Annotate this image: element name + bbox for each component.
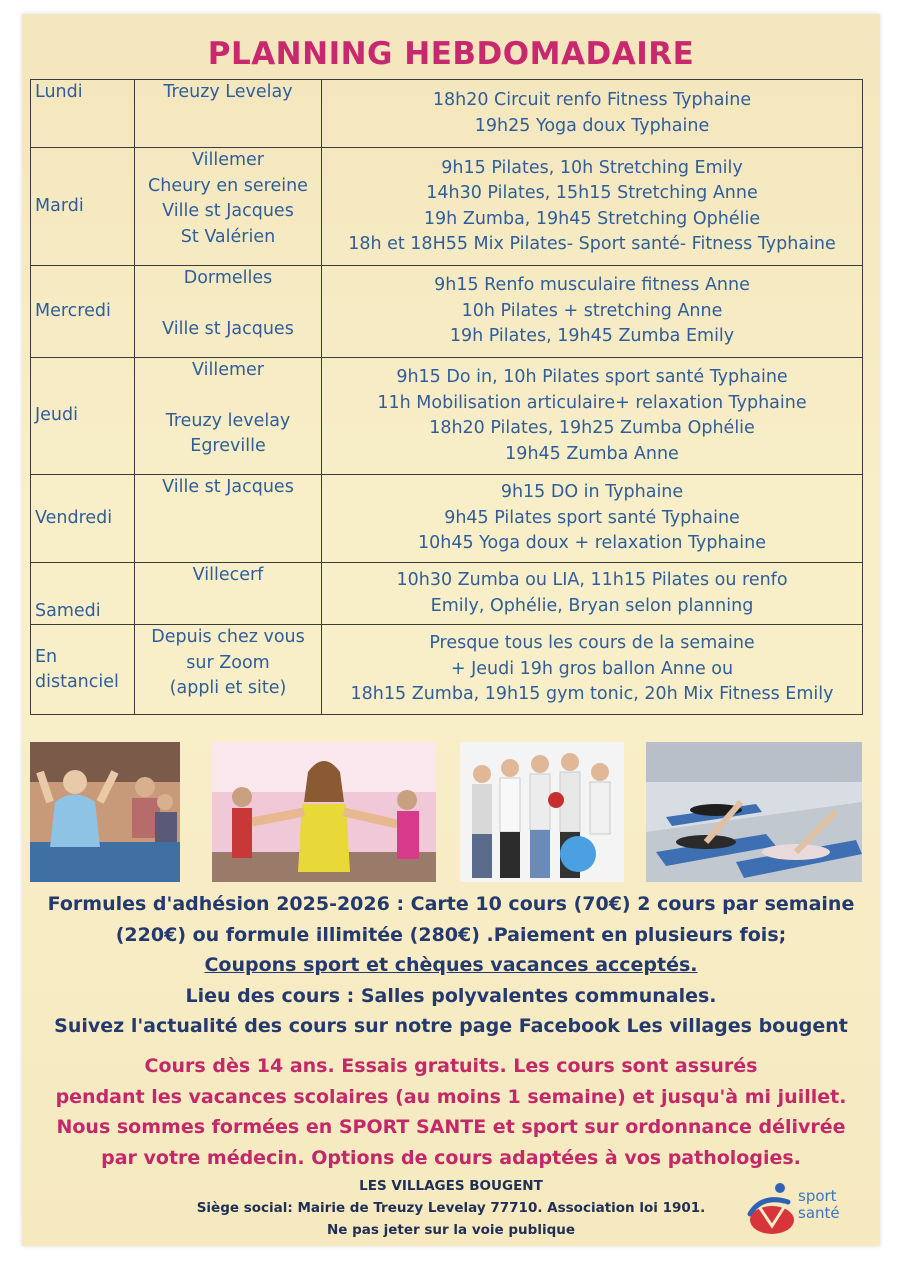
schedule-activities [322,266,863,358]
schedule-location: Ville st Jacques [162,477,294,497]
schedule-activity: 9h15 Renfo musculaire fitness Anne [434,275,750,296]
footer-note: Ne pas jeter sur la voie publique [326,1222,576,1238]
notice-line: par votre médecin. Options de cours adaptées à vos pathologies. [101,1146,801,1169]
notice-line: pendant les vacances scolaires (au moins 1 semaine) et jusqu'à mi juillet. [55,1085,847,1108]
schedule-location [139,589,317,614]
schedule-activities [322,148,863,266]
schedule-locations [135,475,322,563]
schedule-activities [322,475,863,563]
schedule-location: Depuis chez vous [151,627,305,647]
photo-strip [28,742,868,884]
info-line-wrapper [22,950,880,981]
footer-address: Siège social: Mairie de Treuzy Levelay 77710. Association loi 1901. [196,1200,706,1216]
schedule-activities [322,563,863,625]
schedule-day: Mercredi [31,266,135,358]
schedule-location [139,384,317,409]
schedule-activity: 18h et 18H55 Mix Pilates- Sport santé- Fitness Typhaine [348,234,836,254]
schedule-location: St Valérien [180,226,276,247]
info-line: Lieu des cours : Salles polyvalentes communales. [185,984,717,1007]
schedule-locations [135,563,322,625]
schedule-location: Cheury en sereine [148,175,308,196]
schedule-activity: Emily, Ophélie, Bryan selon planning [430,595,754,616]
schedule-locations [135,266,322,358]
schedule-activity: 19h45 Zumba Anne [505,443,679,464]
schedule-location: Villecerf [192,565,264,585]
schedule-location: Treuzy Levelay [163,82,293,102]
schedule-activity: 10h45 Yoga doux + relaxation Typhaine [417,533,766,554]
schedule-row [31,358,863,475]
page-title: PLANNING HEBDOMADAIRE [207,36,695,72]
photo-seniors-stretching [30,742,180,882]
photo-fitness-group [460,742,624,882]
schedule-day: Lundi [31,80,135,148]
schedule-location: sur Zoom [186,652,270,673]
schedule-locations [135,148,322,266]
schedule-row [31,148,863,266]
schedule-activity: Presque tous les cours de la semaine [429,633,755,654]
schedule-location: Treuzy levelay [165,410,291,431]
schedule-activity: 11h Mobilisation articulaire+ relaxation Typhaine [377,392,807,413]
schedule-activities [322,80,863,148]
schedule-activity: 9h45 Pilates sport santé Typhaine [444,507,740,528]
schedule-activities [322,625,863,715]
schedule-location: (appli et site) [169,678,287,698]
logo-text-sport: sport [798,1187,837,1205]
schedule-day: Vendredi [31,475,135,563]
schedule-locations [135,358,322,475]
notice-line: Cours dès 14 ans. Essais gratuits. Les cours sont assurés [144,1055,758,1077]
schedule-day: Mardi [31,148,135,266]
photo-pilates-mats [646,742,862,882]
schedule-row [31,80,863,148]
schedule-activity: 19h Zumba, 19h45 Stretching Ophélie [423,208,761,229]
schedule-row [31,475,863,563]
schedule-day: En distanciel [31,625,135,715]
schedule-location: Villemer [192,150,264,170]
schedule-location: Villemer [192,360,264,380]
schedule-activity: 19h25 Yoga doux Typhaine [474,115,710,136]
schedule-activity: 18h20 Pilates, 19h25 Zumba Ophélie [429,418,755,438]
sport-sante-logo [742,1174,862,1244]
logo-text-sante: santé [798,1204,840,1222]
info-line: Suivez l'actualité des cours sur notre page Facebook Les villages bougent [54,1015,848,1037]
sport-sante-icon [742,1174,802,1244]
schedule-row [31,625,863,715]
schedule-activity: 14h30 Pilates, 15h15 Stretching Anne [426,183,758,203]
schedule-row [31,563,863,625]
schedule-row [31,266,863,358]
schedule-locations [135,625,322,715]
schedule-activity: 9h15 Pilates, 10h Stretching Emily [441,157,743,178]
schedule-locations [135,80,322,148]
schedule-day: Jeudi [31,358,135,475]
schedule-day: Samedi [31,563,135,625]
info-coupons: Coupons sport et chèques vacances acceptés. [204,954,698,976]
schedule-activity: 18h15 Zumba, 19h15 gym tonic, 20h Mix Fitness Emily [350,684,834,705]
schedule-activity: 10h30 Zumba ou LIA, 11h15 Pilates ou renfo [396,570,788,590]
schedule-table [30,79,863,715]
schedule-location [139,292,317,317]
schedule-location: Ville st Jacques [162,318,294,339]
schedule-activity: 9h15 Do in, 10h Pilates sport santé Typhaine [396,367,788,387]
schedule-activities [322,358,863,475]
schedule-location: Ville st Jacques [162,201,294,221]
schedule-activity: 19h Pilates, 19h45 Zumba Emily [449,326,735,347]
schedule-activity: 18h20 Circuit renfo Fitness Typhaine [432,90,752,110]
footer-org: LES VILLAGES BOUGENT [359,1178,543,1194]
schedule-activity: + Jeudi 19h gros ballon Anne ou [450,658,734,679]
schedule-location: Dormelles [183,268,273,288]
schedule-activity: 10h Pilates + stretching Anne [461,300,723,321]
notice-line: Nous sommes formées en SPORT SANTE et sport sur ordonnance délivrée [56,1116,846,1138]
info-line: (220€) ou formule illimitée (280€) .Paiement en plusieurs fois; [115,923,787,946]
flyer [22,14,880,1246]
photo-zumba-dance [212,742,436,882]
schedule-activity: 9h15 DO in Typhaine [500,482,684,503]
schedule-location: Egreville [190,436,266,456]
info-line: Formules d'adhésion 2025-2026 : Carte 10 cours (70€) 2 cours par semaine [47,893,855,915]
